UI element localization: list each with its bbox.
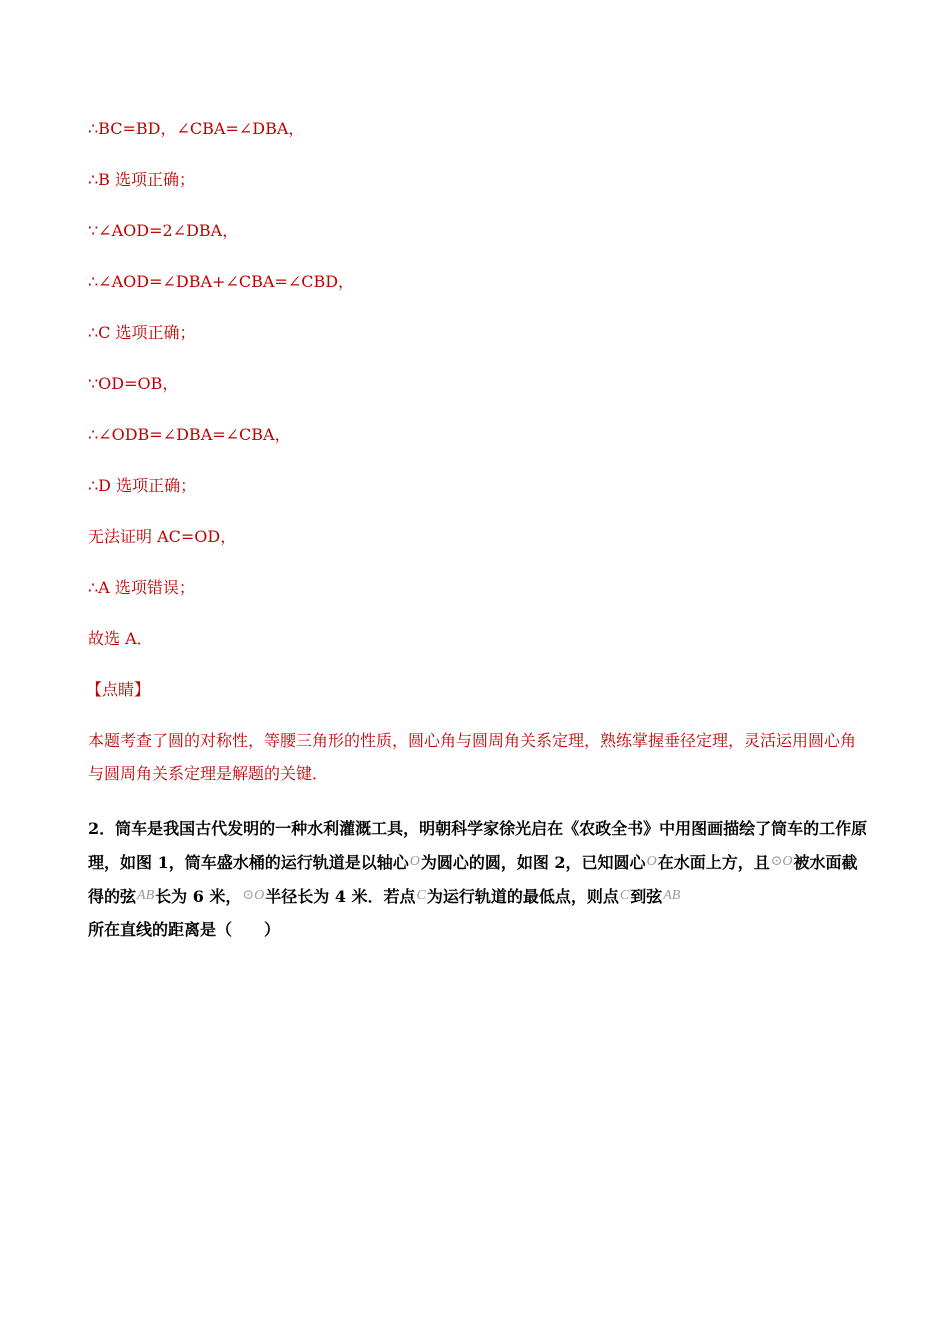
- question-text-8: 到弦: [630, 887, 663, 906]
- question-number: 2: [88, 819, 100, 838]
- question-text-3: 在水面上方，且: [657, 853, 770, 872]
- question-text-7: 为运行轨道的最低点，则点: [426, 887, 619, 906]
- solution-line-4: ∴∠AOD=∠DBA+∠CBA=∠CBD，: [88, 272, 355, 291]
- question-text-1: ．筒车是我国古代发明的一种水利灌溉工具，明朝科学家徐光启在《农政全书》中用图画描绘了筒车的工作原理，如图 1，筒车盛水桶的运行轨道是以轴心: [88, 819, 868, 872]
- math-O-2: O: [646, 854, 657, 869]
- math-O-1: O: [409, 854, 420, 869]
- math-AB-1: AB: [137, 888, 155, 903]
- math-circle-O-1: ⊙O: [770, 854, 793, 869]
- solution-line-1: ∴BC=BD，∠CBA=∠DBA，: [88, 119, 305, 138]
- question-text-9: 所在直线的距离是（ ）: [88, 920, 281, 939]
- math-AB-2: AB: [663, 888, 681, 903]
- solution-line-11: 故选 A．: [88, 629, 153, 648]
- solution-line-5: ∴C 选项正确；: [88, 323, 196, 342]
- question-2: [88, 812, 868, 946]
- question-text-5: 长为 6 米，: [155, 887, 242, 906]
- question-text-4: 被水面截得的弦: [88, 853, 858, 906]
- question-text-6: 半径长为 4 米．若点: [265, 887, 416, 906]
- solution-line-2: ∴B 选项正确；: [88, 170, 196, 189]
- solution-line-9: 无法证明 AC=OD，: [88, 527, 237, 546]
- solution-line-3: ∵∠AOD=2∠DBA，: [88, 221, 239, 240]
- solution-line-7: ∴∠ODB=∠DBA=∠CBA，: [88, 425, 291, 444]
- math-C-2: C: [619, 888, 630, 903]
- question-text-2: 为圆心的圆，如图 2，已知圆心: [420, 853, 646, 872]
- math-circle-O-2: ⊙O: [242, 888, 265, 903]
- solution-line-8: ∴D 选项正确；: [88, 476, 197, 495]
- solution-line-10: ∴A 选项错误；: [88, 578, 195, 597]
- comment-heading: 【点睛】: [86, 680, 151, 699]
- comment-text: 本题考查了圆的对称性，等腰三角形的性质，圆心角与圆周角关系定理，熟练掌握垂径定理，灵活运用圆心角与圆周角关系定理是解题的关键．: [88, 731, 857, 783]
- math-C-1: C: [416, 888, 426, 903]
- solution-line-6: ∵OD=OB，: [88, 374, 179, 393]
